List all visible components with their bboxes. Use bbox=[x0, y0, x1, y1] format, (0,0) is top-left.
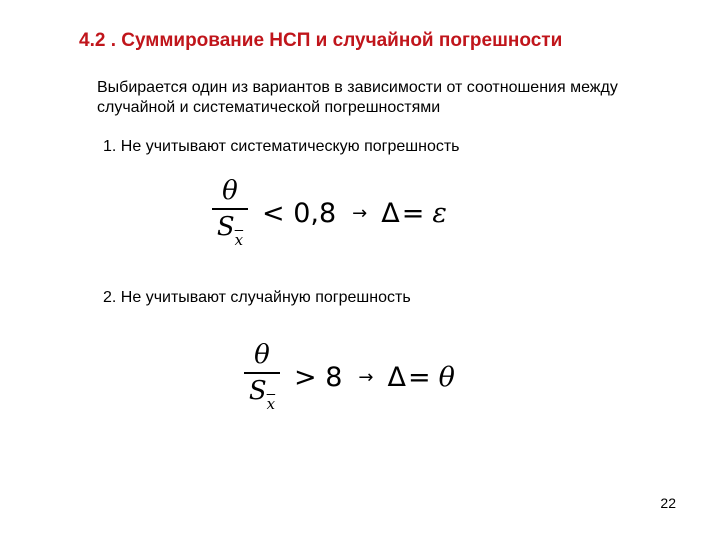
result-symbol: θ bbox=[438, 362, 455, 394]
arrow-icon: → bbox=[352, 203, 368, 225]
denominator-symbol: S bbox=[248, 376, 267, 406]
formula-case-2 bbox=[244, 340, 455, 415]
case-1-label: 1. Не учитывают систематическую погрешность bbox=[103, 138, 460, 155]
equals-sign: = bbox=[401, 198, 425, 230]
denominator-subscript: x bbox=[234, 231, 244, 250]
result-symbol: ε bbox=[432, 198, 447, 230]
relation: > 8 bbox=[294, 362, 343, 394]
fraction-numerator: θ bbox=[222, 176, 238, 206]
fraction-bar bbox=[244, 372, 280, 374]
slide-title: 4.2 . Суммирование НСП и случайной погрешности bbox=[79, 30, 563, 51]
intro-text: Выбирается один из вариантов в зависимости от соотношения между случайной и систематической погрешностями bbox=[97, 79, 618, 116]
fraction-bar bbox=[212, 208, 248, 210]
denominator-symbol: S bbox=[216, 212, 235, 242]
fraction bbox=[244, 340, 280, 415]
relation: < 0,8 bbox=[262, 198, 337, 230]
formula-case-1 bbox=[212, 176, 447, 251]
delta-symbol: Δ bbox=[381, 198, 400, 230]
fraction-denominator bbox=[217, 212, 243, 251]
page-number: 22 bbox=[660, 495, 676, 511]
equals-sign: = bbox=[407, 362, 431, 394]
fraction bbox=[212, 176, 248, 251]
arrow-icon: → bbox=[358, 367, 374, 389]
fraction-denominator bbox=[249, 376, 275, 415]
fraction-numerator: θ bbox=[254, 340, 270, 370]
case-2-label: 2. Не учитывают случайную погрешность bbox=[103, 289, 411, 306]
denominator-subscript: x bbox=[266, 395, 276, 414]
delta-symbol: Δ bbox=[387, 362, 406, 394]
